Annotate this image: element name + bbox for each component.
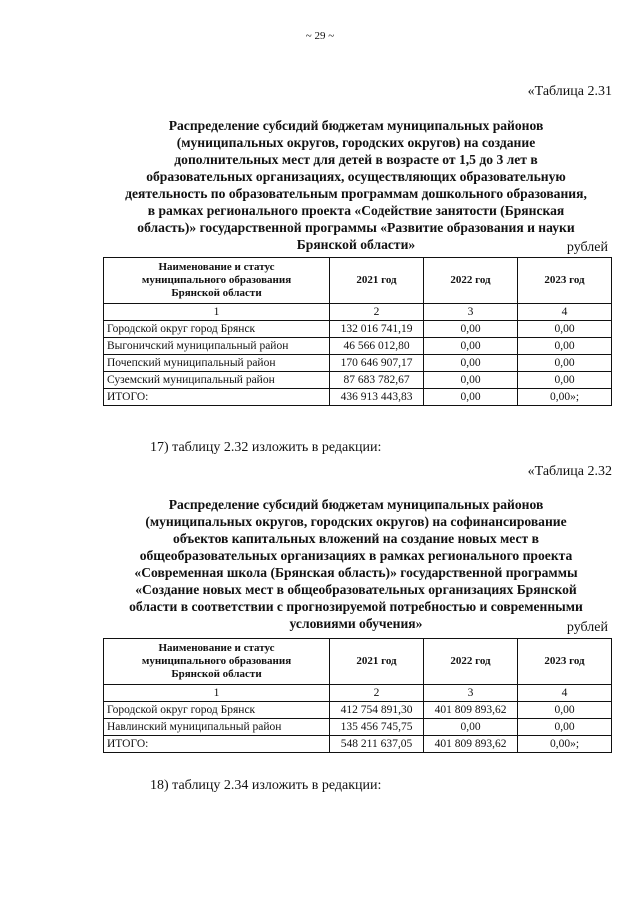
title-line: «Современная школа (Брянская область)» государственной программы xyxy=(134,565,578,580)
page-number: ~ 29 ~ xyxy=(305,30,335,42)
title-line: (муниципальных округов, городских округов) на софинансирование xyxy=(145,514,567,529)
title-line: деятельность по образовательным программам дошкольного образования, xyxy=(125,186,587,201)
index-cell: 3 xyxy=(424,304,518,321)
row-2023: 0,00 xyxy=(518,702,612,719)
header-name-line: Брянской области xyxy=(171,287,262,299)
header-name-line: муниципального образования xyxy=(141,655,292,667)
title-line: дополнительных мест для детей в возрасте от 1,5 до 3 лет в xyxy=(174,152,538,167)
row-name: ИТОГО: xyxy=(104,736,330,753)
header-2023: 2023 год xyxy=(518,258,612,304)
title-line: условиями обучения» xyxy=(289,616,423,631)
row-2023: 0,00 xyxy=(518,355,612,372)
title-line: область)» государственной программы «Развитие образования и науки xyxy=(137,220,575,235)
currency-unit: рублей xyxy=(566,620,608,635)
row-2023: 0,00 xyxy=(518,372,612,389)
row-2021: 412 754 891,30 xyxy=(330,702,424,719)
index-cell: 1 xyxy=(104,685,330,702)
table-header-row xyxy=(104,639,612,685)
row-2021: 135 456 745,75 xyxy=(330,719,424,736)
header-2022: 2022 год xyxy=(424,258,518,304)
header-name xyxy=(104,258,330,304)
table-row xyxy=(104,321,612,338)
title-line: Брянской области» xyxy=(296,237,416,252)
subsidy-table-2-31 xyxy=(103,257,612,406)
total-row xyxy=(104,389,612,406)
row-name: ИТОГО: xyxy=(104,389,330,406)
title-line: образовательных организациях, осуществляющих образовательную xyxy=(146,169,566,184)
row-2023: 0,00 xyxy=(518,321,612,338)
row-2021: 436 913 443,83 xyxy=(330,389,424,406)
row-name: Почепский муниципальный район xyxy=(104,355,330,372)
header-2022: 2022 год xyxy=(424,639,518,685)
row-name: Навлинский муниципальный район xyxy=(104,719,330,736)
index-row xyxy=(104,685,612,702)
header-name-line: Наименование и статус xyxy=(158,642,275,654)
title-line: области в соответствии с прогнозируемой потребностью и современными xyxy=(129,599,583,614)
index-cell: 2 xyxy=(330,304,424,321)
header-name-line: Брянской области xyxy=(171,668,262,680)
row-2022: 0,00 xyxy=(424,355,518,372)
title-line: Распределение субсидий бюджетам муниципальных районов xyxy=(168,118,544,133)
table-title-2-31 xyxy=(100,117,612,253)
header-2021: 2021 год xyxy=(330,639,424,685)
row-2021: 170 646 907,17 xyxy=(330,355,424,372)
title-line: «Создание новых мест в общеобразовательных организациях Брянской xyxy=(135,582,577,597)
row-name: Городской округ город Брянск xyxy=(104,321,330,338)
total-row xyxy=(104,736,612,753)
row-name: Выгоничский муниципальный район xyxy=(104,338,330,355)
title-line: общеобразовательных организациях в рамках регионального проекта xyxy=(139,548,573,563)
index-cell: 2 xyxy=(330,685,424,702)
row-2021: 132 016 741,19 xyxy=(330,321,424,338)
row-name: Суземский муниципальный район xyxy=(104,372,330,389)
header-2021: 2021 год xyxy=(330,258,424,304)
table-reference-2-32: «Таблица 2.32 xyxy=(527,464,612,479)
table-row xyxy=(104,372,612,389)
table-row xyxy=(104,702,612,719)
table-header-row xyxy=(104,258,612,304)
index-cell: 4 xyxy=(518,685,612,702)
table-row xyxy=(104,338,612,355)
header-name xyxy=(104,639,330,685)
table-row xyxy=(104,719,612,736)
table-title-2-32 xyxy=(100,496,612,632)
currency-unit: рублей xyxy=(566,240,608,255)
row-2021: 87 683 782,67 xyxy=(330,372,424,389)
row-2022: 0,00 xyxy=(424,338,518,355)
title-line: (муниципальных округов, городских округов) на создание xyxy=(176,135,536,150)
index-cell: 4 xyxy=(518,304,612,321)
index-cell: 3 xyxy=(424,685,518,702)
row-2023: 0,00»; xyxy=(518,736,612,753)
row-2022: 0,00 xyxy=(424,719,518,736)
row-2023: 0,00 xyxy=(518,338,612,355)
row-2022: 0,00 xyxy=(424,321,518,338)
header-2023: 2023 год xyxy=(518,639,612,685)
subsidy-table-2-32 xyxy=(103,638,612,753)
index-row xyxy=(104,304,612,321)
table-reference-2-31: «Таблица 2.31 xyxy=(527,84,612,99)
row-name: Городской округ город Брянск xyxy=(104,702,330,719)
row-2022: 401 809 893,62 xyxy=(424,702,518,719)
row-2022: 0,00 xyxy=(424,389,518,406)
title-line: Распределение субсидий бюджетам муниципальных районов xyxy=(168,497,544,512)
row-2021: 548 211 637,05 xyxy=(330,736,424,753)
row-2023: 0,00»; xyxy=(518,389,612,406)
table-row xyxy=(104,355,612,372)
title-line: в рамках регионального проекта «Содействие занятости (Брянская xyxy=(147,203,565,218)
paragraph-item-18: 18) таблицу 2.34 изложить в редакции: xyxy=(150,778,382,793)
row-2021: 46 566 012,80 xyxy=(330,338,424,355)
header-name-line: Наименование и статус xyxy=(158,261,275,273)
paragraph-item-17: 17) таблицу 2.32 изложить в редакции: xyxy=(150,440,382,455)
row-2022: 401 809 893,62 xyxy=(424,736,518,753)
header-name-line: муниципального образования xyxy=(141,274,292,286)
row-2022: 0,00 xyxy=(424,372,518,389)
title-line: объектов капитальных вложений на создание новых мест в xyxy=(173,531,539,546)
row-2023: 0,00 xyxy=(518,719,612,736)
index-cell: 1 xyxy=(104,304,330,321)
